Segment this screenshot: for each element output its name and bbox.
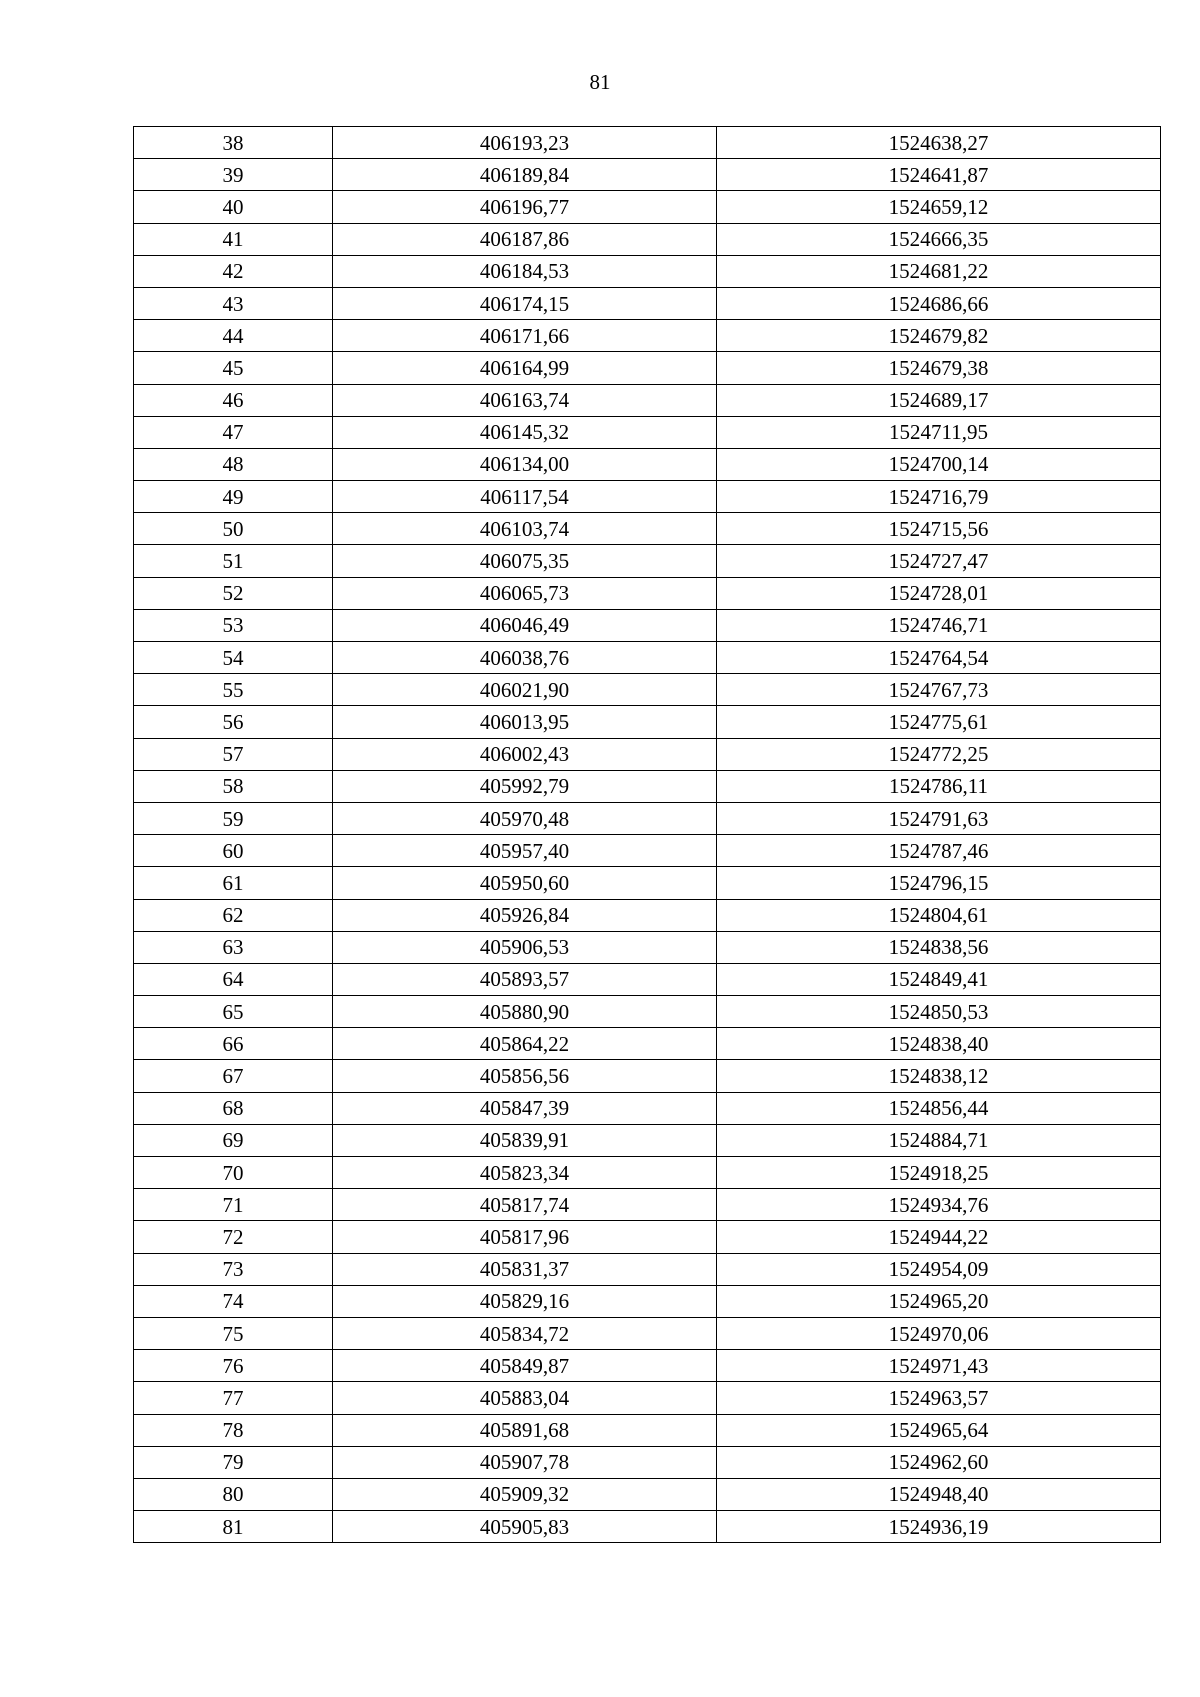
y-coordinate-cell: 1524838,40 xyxy=(717,1028,1161,1060)
table-row xyxy=(134,320,1161,352)
table-row xyxy=(134,1350,1161,1382)
y-coordinate-cell: 1524856,44 xyxy=(717,1092,1161,1124)
table-row xyxy=(134,384,1161,416)
table-row xyxy=(134,481,1161,513)
table-row xyxy=(134,448,1161,480)
point-number-cell: 61 xyxy=(134,867,333,899)
y-coordinate-cell: 1524638,27 xyxy=(717,127,1161,159)
x-coordinate-cell: 405891,68 xyxy=(333,1414,717,1446)
point-number-cell: 74 xyxy=(134,1285,333,1317)
point-number-cell: 56 xyxy=(134,706,333,738)
point-number-cell: 46 xyxy=(134,384,333,416)
x-coordinate-cell: 405856,56 xyxy=(333,1060,717,1092)
point-number-cell: 69 xyxy=(134,1124,333,1156)
point-number-cell: 41 xyxy=(134,223,333,255)
table-row xyxy=(134,738,1161,770)
point-number-cell: 77 xyxy=(134,1382,333,1414)
y-coordinate-cell: 1524934,76 xyxy=(717,1189,1161,1221)
table-row xyxy=(134,642,1161,674)
x-coordinate-cell: 406103,74 xyxy=(333,513,717,545)
x-coordinate-cell: 406075,35 xyxy=(333,545,717,577)
y-coordinate-cell: 1524849,41 xyxy=(717,963,1161,995)
table-row xyxy=(134,1253,1161,1285)
point-number-cell: 52 xyxy=(134,577,333,609)
table-row xyxy=(134,674,1161,706)
x-coordinate-cell: 405906,53 xyxy=(333,931,717,963)
x-coordinate-cell: 405847,39 xyxy=(333,1092,717,1124)
table-row xyxy=(134,706,1161,738)
x-coordinate-cell: 406013,95 xyxy=(333,706,717,738)
table-row xyxy=(134,1446,1161,1478)
y-coordinate-cell: 1524679,82 xyxy=(717,320,1161,352)
x-coordinate-cell: 405829,16 xyxy=(333,1285,717,1317)
x-coordinate-cell: 406002,43 xyxy=(333,738,717,770)
y-coordinate-cell: 1524948,40 xyxy=(717,1478,1161,1510)
x-coordinate-cell: 405926,84 xyxy=(333,899,717,931)
y-coordinate-cell: 1524796,15 xyxy=(717,867,1161,899)
table-row xyxy=(134,1060,1161,1092)
y-coordinate-cell: 1524944,22 xyxy=(717,1221,1161,1253)
point-number-cell: 40 xyxy=(134,191,333,223)
x-coordinate-cell: 405883,04 xyxy=(333,1382,717,1414)
point-number-cell: 38 xyxy=(134,127,333,159)
point-number-cell: 63 xyxy=(134,931,333,963)
point-number-cell: 54 xyxy=(134,642,333,674)
table-row xyxy=(134,1124,1161,1156)
table-row xyxy=(134,770,1161,802)
y-coordinate-cell: 1524838,12 xyxy=(717,1060,1161,1092)
table-row xyxy=(134,416,1161,448)
point-number-cell: 75 xyxy=(134,1317,333,1349)
x-coordinate-cell: 406196,77 xyxy=(333,191,717,223)
point-number-cell: 80 xyxy=(134,1478,333,1510)
point-number-cell: 60 xyxy=(134,835,333,867)
point-number-cell: 67 xyxy=(134,1060,333,1092)
point-number-cell: 55 xyxy=(134,674,333,706)
table-row xyxy=(134,287,1161,319)
table-row xyxy=(134,159,1161,191)
point-number-cell: 68 xyxy=(134,1092,333,1124)
y-coordinate-cell: 1524787,46 xyxy=(717,835,1161,867)
x-coordinate-cell: 405905,83 xyxy=(333,1511,717,1543)
y-coordinate-cell: 1524838,56 xyxy=(717,931,1161,963)
point-number-cell: 49 xyxy=(134,481,333,513)
table-row xyxy=(134,1511,1161,1543)
y-coordinate-cell: 1524728,01 xyxy=(717,577,1161,609)
x-coordinate-cell: 405957,40 xyxy=(333,835,717,867)
x-coordinate-cell: 406163,74 xyxy=(333,384,717,416)
y-coordinate-cell: 1524786,11 xyxy=(717,770,1161,802)
y-coordinate-cell: 1524804,61 xyxy=(717,899,1161,931)
y-coordinate-cell: 1524971,43 xyxy=(717,1350,1161,1382)
point-number-cell: 64 xyxy=(134,963,333,995)
y-coordinate-cell: 1524689,17 xyxy=(717,384,1161,416)
table-row xyxy=(134,1285,1161,1317)
coordinates-table-body xyxy=(134,127,1161,1543)
point-number-cell: 65 xyxy=(134,996,333,1028)
coordinates-table xyxy=(133,126,1161,1543)
x-coordinate-cell: 405831,37 xyxy=(333,1253,717,1285)
y-coordinate-cell: 1524716,79 xyxy=(717,481,1161,513)
x-coordinate-cell: 406189,84 xyxy=(333,159,717,191)
y-coordinate-cell: 1524791,63 xyxy=(717,802,1161,834)
x-coordinate-cell: 406171,66 xyxy=(333,320,717,352)
x-coordinate-cell: 405817,96 xyxy=(333,1221,717,1253)
table-row xyxy=(134,609,1161,641)
y-coordinate-cell: 1524970,06 xyxy=(717,1317,1161,1349)
y-coordinate-cell: 1524918,25 xyxy=(717,1157,1161,1189)
x-coordinate-cell: 405880,90 xyxy=(333,996,717,1028)
table-row xyxy=(134,545,1161,577)
point-number-cell: 53 xyxy=(134,609,333,641)
point-number-cell: 47 xyxy=(134,416,333,448)
table-row xyxy=(134,223,1161,255)
x-coordinate-cell: 405907,78 xyxy=(333,1446,717,1478)
point-number-cell: 76 xyxy=(134,1350,333,1382)
point-number-cell: 48 xyxy=(134,448,333,480)
point-number-cell: 62 xyxy=(134,899,333,931)
y-coordinate-cell: 1524700,14 xyxy=(717,448,1161,480)
x-coordinate-cell: 405817,74 xyxy=(333,1189,717,1221)
table-row xyxy=(134,802,1161,834)
x-coordinate-cell: 406193,23 xyxy=(333,127,717,159)
x-coordinate-cell: 406184,53 xyxy=(333,255,717,287)
table-row xyxy=(134,963,1161,995)
y-coordinate-cell: 1524686,66 xyxy=(717,287,1161,319)
table-row xyxy=(134,255,1161,287)
x-coordinate-cell: 405823,34 xyxy=(333,1157,717,1189)
table-row xyxy=(134,1414,1161,1446)
table-row xyxy=(134,1221,1161,1253)
x-coordinate-cell: 405864,22 xyxy=(333,1028,717,1060)
y-coordinate-cell: 1524727,47 xyxy=(717,545,1161,577)
point-number-cell: 73 xyxy=(134,1253,333,1285)
table-row xyxy=(134,1478,1161,1510)
x-coordinate-cell: 406117,54 xyxy=(333,481,717,513)
x-coordinate-cell: 405849,87 xyxy=(333,1350,717,1382)
y-coordinate-cell: 1524775,61 xyxy=(717,706,1161,738)
table-row xyxy=(134,867,1161,899)
x-coordinate-cell: 405909,32 xyxy=(333,1478,717,1510)
point-number-cell: 43 xyxy=(134,287,333,319)
x-coordinate-cell: 406021,90 xyxy=(333,674,717,706)
table-row xyxy=(134,931,1161,963)
y-coordinate-cell: 1524746,71 xyxy=(717,609,1161,641)
point-number-cell: 81 xyxy=(134,1511,333,1543)
table-row xyxy=(134,899,1161,931)
y-coordinate-cell: 1524965,64 xyxy=(717,1414,1161,1446)
y-coordinate-cell: 1524963,57 xyxy=(717,1382,1161,1414)
table-row xyxy=(134,577,1161,609)
table-row xyxy=(134,1317,1161,1349)
point-number-cell: 71 xyxy=(134,1189,333,1221)
y-coordinate-cell: 1524715,56 xyxy=(717,513,1161,545)
point-number-cell: 51 xyxy=(134,545,333,577)
point-number-cell: 58 xyxy=(134,770,333,802)
y-coordinate-cell: 1524954,09 xyxy=(717,1253,1161,1285)
x-coordinate-cell: 406038,76 xyxy=(333,642,717,674)
y-coordinate-cell: 1524962,60 xyxy=(717,1446,1161,1478)
point-number-cell: 79 xyxy=(134,1446,333,1478)
y-coordinate-cell: 1524666,35 xyxy=(717,223,1161,255)
y-coordinate-cell: 1524659,12 xyxy=(717,191,1161,223)
point-number-cell: 70 xyxy=(134,1157,333,1189)
y-coordinate-cell: 1524767,73 xyxy=(717,674,1161,706)
x-coordinate-cell: 405893,57 xyxy=(333,963,717,995)
point-number-cell: 50 xyxy=(134,513,333,545)
table-row xyxy=(134,352,1161,384)
point-number-cell: 57 xyxy=(134,738,333,770)
y-coordinate-cell: 1524681,22 xyxy=(717,255,1161,287)
point-number-cell: 45 xyxy=(134,352,333,384)
table-row xyxy=(134,1189,1161,1221)
point-number-cell: 72 xyxy=(134,1221,333,1253)
point-number-cell: 39 xyxy=(134,159,333,191)
table-row xyxy=(134,127,1161,159)
y-coordinate-cell: 1524965,20 xyxy=(717,1285,1161,1317)
table-row xyxy=(134,1382,1161,1414)
x-coordinate-cell: 405992,79 xyxy=(333,770,717,802)
x-coordinate-cell: 405834,72 xyxy=(333,1317,717,1349)
y-coordinate-cell: 1524764,54 xyxy=(717,642,1161,674)
table-row xyxy=(134,191,1161,223)
table-row xyxy=(134,513,1161,545)
x-coordinate-cell: 406187,86 xyxy=(333,223,717,255)
point-number-cell: 78 xyxy=(134,1414,333,1446)
point-number-cell: 42 xyxy=(134,255,333,287)
table-row xyxy=(134,1092,1161,1124)
y-coordinate-cell: 1524772,25 xyxy=(717,738,1161,770)
x-coordinate-cell: 406046,49 xyxy=(333,609,717,641)
y-coordinate-cell: 1524884,71 xyxy=(717,1124,1161,1156)
x-coordinate-cell: 406145,32 xyxy=(333,416,717,448)
table-row xyxy=(134,835,1161,867)
x-coordinate-cell: 405839,91 xyxy=(333,1124,717,1156)
y-coordinate-cell: 1524641,87 xyxy=(717,159,1161,191)
y-coordinate-cell: 1524936,19 xyxy=(717,1511,1161,1543)
x-coordinate-cell: 406164,99 xyxy=(333,352,717,384)
x-coordinate-cell: 405970,48 xyxy=(333,802,717,834)
table-row xyxy=(134,996,1161,1028)
point-number-cell: 59 xyxy=(134,802,333,834)
y-coordinate-cell: 1524850,53 xyxy=(717,996,1161,1028)
y-coordinate-cell: 1524711,95 xyxy=(717,416,1161,448)
x-coordinate-cell: 406065,73 xyxy=(333,577,717,609)
x-coordinate-cell: 406174,15 xyxy=(333,287,717,319)
point-number-cell: 66 xyxy=(134,1028,333,1060)
x-coordinate-cell: 405950,60 xyxy=(333,867,717,899)
page-number: 81 xyxy=(589,70,611,94)
x-coordinate-cell: 406134,00 xyxy=(333,448,717,480)
point-number-cell: 44 xyxy=(134,320,333,352)
y-coordinate-cell: 1524679,38 xyxy=(717,352,1161,384)
table-row xyxy=(134,1028,1161,1060)
table-row xyxy=(134,1157,1161,1189)
